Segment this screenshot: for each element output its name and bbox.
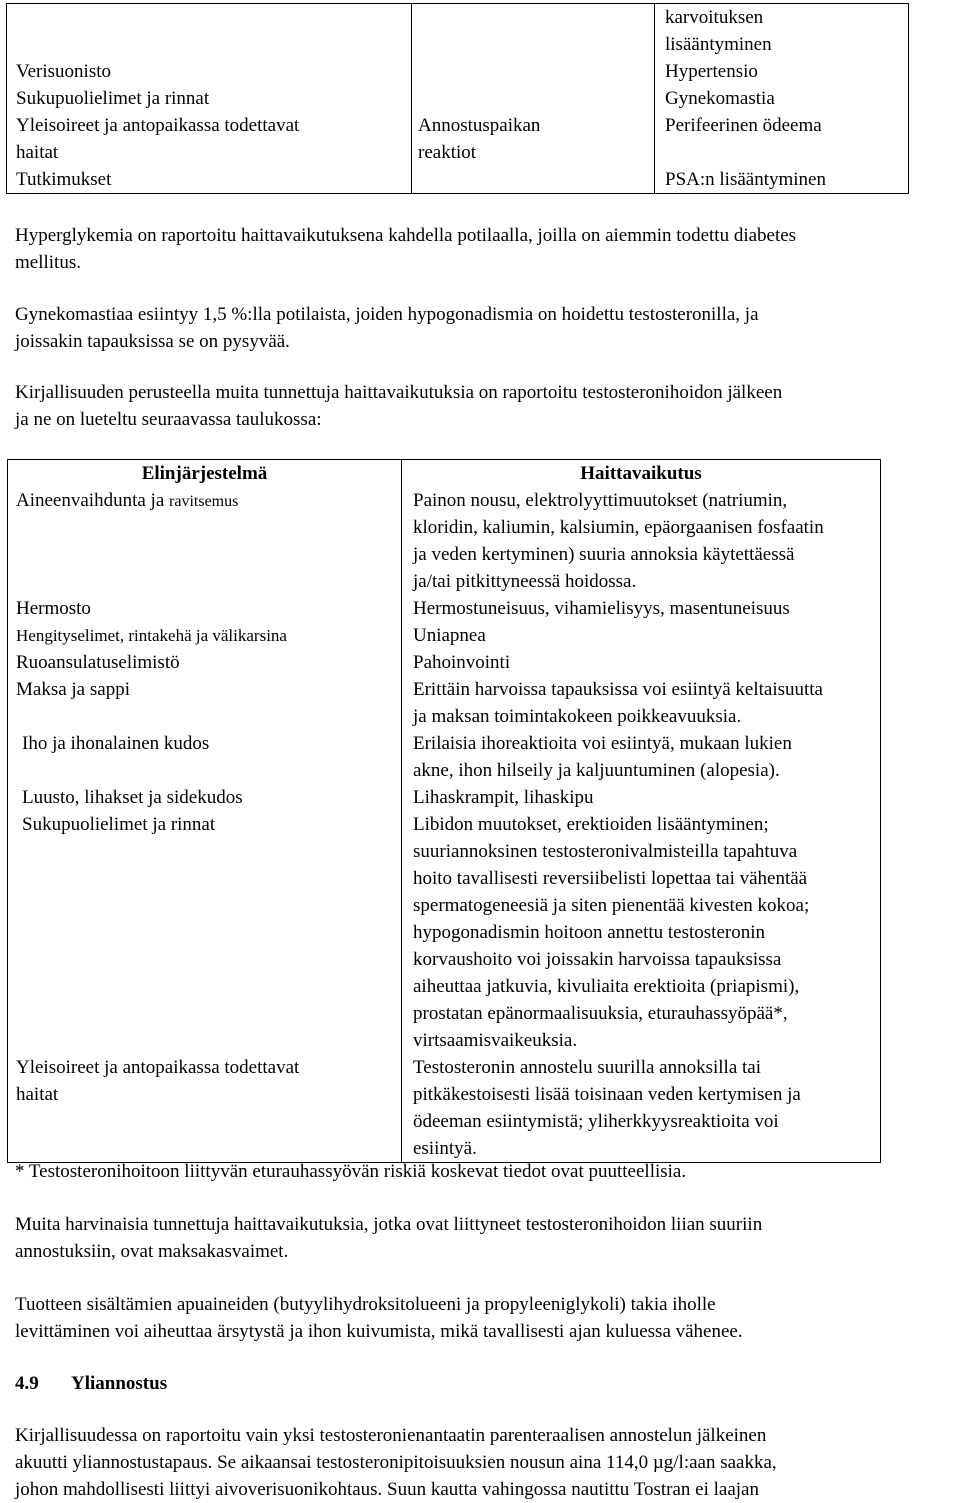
text-line: Kirjallisuuden perusteella muita tunnettuja haittavaikutuksia on raportoitu testosteronihoidon jälkeen (15, 382, 783, 403)
text-line: esiintyä. (413, 1138, 477, 1159)
row-effect (402, 1054, 881, 1163)
text-line: akuutti yliannostustapaus. Se aikaansai testosteronipitoisuuksien nousun aina 114,0 µg/l:aan saakka, (15, 1452, 777, 1473)
text-line: virtsaamisvaikeuksia. (413, 1030, 578, 1051)
row-system (8, 730, 402, 784)
footnote: * Testosteronihoitoon liittyvän eturauhassyövän riskiä koskevat tiedot ovat puutteellisia. (15, 1161, 687, 1182)
text-line: korvaushoito voi joissakin harvoissa tapauksissa (413, 949, 782, 970)
header-system: Elinjärjestelmä (8, 460, 402, 488)
text-line: Annostuspaikan (418, 115, 541, 136)
text-line: Erittäin harvoissa tapauksissa voi esiintyä keltaisuutta (413, 679, 823, 700)
text-line: suuriannoksinen testosteronivalmisteilla tapahtuva (413, 841, 798, 862)
header-effect: Haittavaikutus (402, 460, 881, 488)
text-line: ödeeman esiintymistä; yliherkkyysreaktioita voi (413, 1111, 779, 1132)
text-line: Tutkimukset (16, 169, 112, 190)
row-system (8, 622, 402, 649)
text-line: Kirjallisuudessa on raportoitu vain yksi testosteronienantaatin parenteraalisen annostelun jälkeinen (15, 1425, 767, 1446)
row-effect (402, 649, 881, 676)
section-title: Yliannostus (71, 1373, 168, 1394)
row-effect (402, 730, 881, 784)
text-line: Hyperglykemia on raportoitu haittavaikutuksena kahdella potilaalla, joilla on aiemmin todettu diabetes (15, 225, 797, 246)
text-line: Luusto, lihakset ja sidekudos (22, 787, 243, 808)
paragraph-hyperglycemia (15, 222, 955, 276)
paragraph-excipients (15, 1291, 955, 1345)
text-line: lisääntyminen (665, 34, 772, 55)
table-row (8, 649, 881, 676)
text-line: Uniapnea (413, 625, 486, 646)
text-line: prostatan epänormaalisuuksia, eturauhassyöpää*, (413, 1003, 788, 1024)
row-system (8, 595, 402, 622)
text-line: Gynekomastia (665, 88, 775, 109)
text-line: pitkäkestoisesti lisää toisinaan veden kertymisen ja (413, 1084, 801, 1105)
text-line: Hypertensio (665, 61, 758, 82)
row-effect (402, 676, 881, 730)
text-line: joissakin tapauksissa se on pysyvää. (15, 331, 290, 352)
text-line: ja veden kertyminen) suuria annoksia käytettäessä (413, 544, 795, 565)
section-heading (15, 1370, 167, 1397)
table-row (8, 595, 881, 622)
text-line: Hermosto (16, 598, 91, 619)
text-line: Ruoansulatuselimistö (16, 652, 180, 673)
text-line: aiheuttaa jatkuvia, kivuliaita erektioita (priapismi), (413, 976, 800, 997)
text-line: Hermostuneisuus, vihamielisyys, masentuneisuus (413, 598, 790, 619)
text-line: Painon nousu, elektrolyyttimuutokset (natriumin, (413, 490, 788, 511)
text-line: Yleisoireet ja antopaikassa todettavat (16, 1057, 300, 1078)
top-col-effect (655, 4, 909, 194)
text-line: Aineenvaihdunta ja (16, 490, 165, 511)
top-adverse-table (6, 3, 909, 194)
text-line: johon mahdollisesti liittyi aivoverisuonikohtaus. Suun kautta vahingossa nautittu Tostran ei laajan (15, 1479, 759, 1500)
text-line: ravitsemus (169, 493, 239, 510)
row-system (8, 784, 402, 811)
text-line: Sukupuolielimet ja rinnat (22, 814, 216, 835)
text-line: Lihaskrampit, lihaskipu (413, 787, 594, 808)
text-line (665, 139, 908, 166)
table-row (8, 730, 881, 784)
paragraph-liver-tumors (15, 1211, 955, 1265)
adverse-effects-table (7, 459, 881, 1163)
text-line: hoito tavallisesti reversiibelisti lopettaa tai vähentää (413, 868, 808, 889)
row-effect (402, 595, 881, 622)
text-line: Yleisoireet ja antopaikassa todettavat (16, 115, 300, 136)
table-row (8, 487, 881, 595)
text-line: kloridin, kaliumin, kalsiumin, epäorgaanisen fosfaatin (413, 517, 824, 538)
text-line: PSA:n lisääntyminen (665, 169, 826, 190)
text-line: Maksa ja sappi (16, 679, 130, 700)
text-line: reaktiot (418, 142, 477, 163)
text-line: haitat (16, 1084, 59, 1105)
text-line: Verisuonisto (16, 61, 111, 82)
row-effect (402, 622, 881, 649)
text-line: Erilaisia ihoreaktioita voi esiintyä, mukaan lukien (413, 733, 792, 754)
row-effect (402, 487, 881, 595)
text-line: akne, ihon hilseily ja kaljuuntuminen (alopesia). (413, 760, 780, 781)
row-effect (402, 784, 881, 811)
text-line: annostuksiin, ovat maksakasvaimet. (15, 1241, 289, 1262)
row-system (8, 811, 402, 1054)
text-line: ja/tai pitkittyneessä hoidossa. (413, 571, 637, 592)
paragraph-overdose (15, 1422, 955, 1503)
text-line: levittäminen voi aiheuttaa ärsytystä ja ihon kuivumista, mikä tavallisesti ajan kuluessa vähenee. (15, 1321, 743, 1342)
top-col-frequency (412, 4, 655, 194)
text-line: Sukupuolielimet ja rinnat (16, 88, 210, 109)
text-line: Libidon muutokset, erektioiden lisääntyminen; (413, 814, 769, 835)
text-line: Pahoinvointi (413, 652, 511, 673)
row-system (8, 649, 402, 676)
text-line: Muita harvinaisia tunnettuja haittavaikutuksia, jotka ovat liittyneet testosteronihoidon liian suuriin (15, 1214, 763, 1235)
text-line: Iho ja ihonalainen kudos (22, 733, 210, 754)
text-line: ja ne on lueteltu seuraavassa taulukossa: (15, 409, 322, 430)
section-number: 4.9 (15, 1373, 39, 1394)
row-effect (402, 811, 881, 1054)
table-row (8, 811, 881, 1054)
row-system (8, 487, 402, 595)
text-line: hypogonadismin hoitoon annettu testosteronin (413, 922, 765, 943)
text-line: mellitus. (15, 252, 81, 273)
paragraph-gynecomastia (15, 301, 955, 355)
text-line: karvoituksen (665, 7, 764, 28)
paragraph-literature (15, 379, 955, 433)
row-system (8, 1054, 402, 1163)
text-line: spermatogeneesiä ja siten pienentää kivesten kokoa; (413, 895, 810, 916)
table-row (8, 1054, 881, 1163)
text-line: Hengityselimet, rintakehä ja välikarsina (16, 626, 287, 645)
text-line: haitat (16, 142, 59, 163)
top-col-system (7, 4, 412, 194)
text-line: Testosteronin annostelu suurilla annoksilla tai (413, 1057, 761, 1078)
text-line: Tuotteen sisältämien apuaineiden (butyylihydroksitolueeni ja propyleeniglykoli) takia iholle (15, 1294, 716, 1315)
text-line: Perifeerinen ödeema (665, 115, 822, 136)
table-row (8, 784, 881, 811)
text-line: ja maksan toimintakokeen poikkeavuuksia. (413, 706, 742, 727)
text-line: Gynekomastiaa esiintyy 1,5 %:lla potilaista, joiden hypogonadismia on hoidettu testosteronilla, ja (15, 304, 759, 325)
row-system (8, 676, 402, 730)
table-row (8, 622, 881, 649)
table-row (8, 676, 881, 730)
